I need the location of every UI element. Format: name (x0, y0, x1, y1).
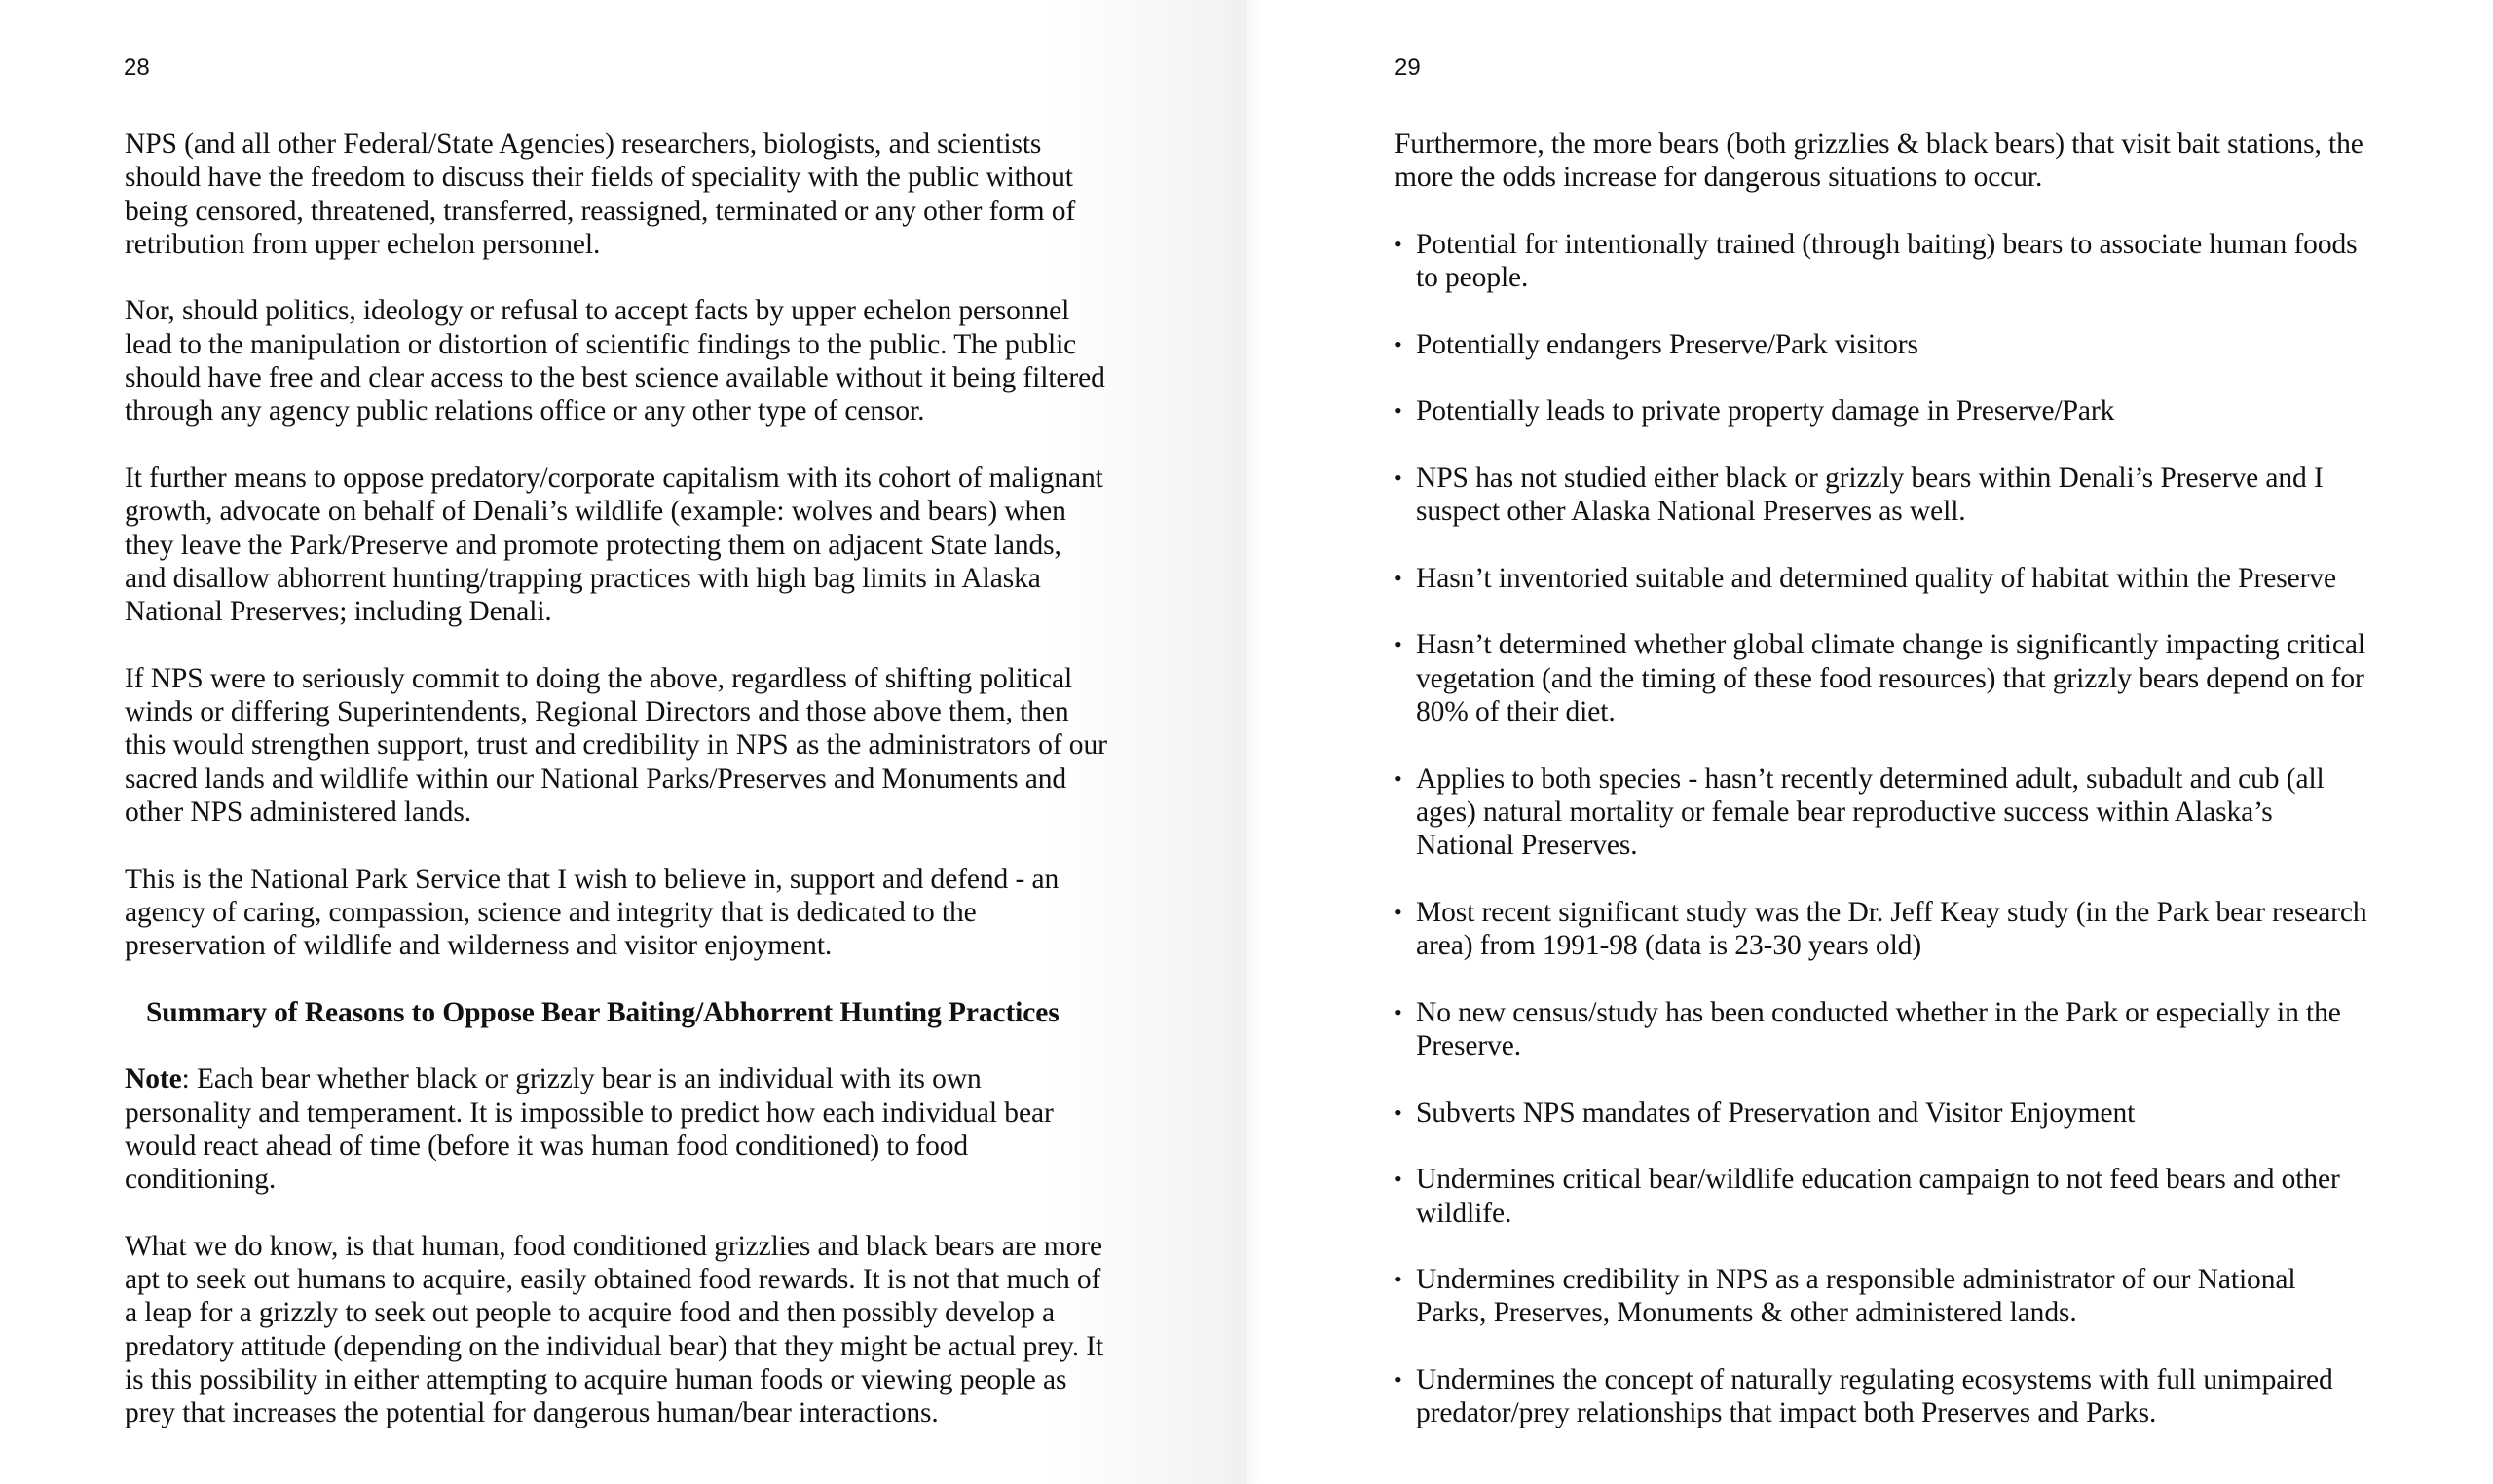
list-item: • Subverts NPS mandates of Preservation and Visitor Enjoyment (1395, 1096, 2136, 1129)
list-item: • Undermines credibility in NPS as a responsible administrator of our National Parks, Preserves, Monuments & other administered lands. (1395, 1264, 2296, 1329)
paragraph: This is the National Park Service that I wish to believe in, support and defend - an agency of caring, compassion, science and integrity that is dedicated to the preservation of wildlife and wilderness and visitor enjoyment. (125, 863, 1060, 962)
bullet-icon: • (1395, 331, 1402, 356)
intro-paragraph: Furthermore, the more bears (both grizzlies & black bears) that visit bait stations, the more the odds increase for dangerous situations to occur. (1395, 129, 2363, 194)
paragraph: It further means to oppose predatory/corporate capitalism with its cohort of malignant growth, advocate on behalf of Denali’s wildlife (example: wolves and bears) when they leave the Park/Preserve and promote protecting them on adjacent State lands, and disallow abhorrent hunting/trapping practices with high bag limits in Alaska National Preserves; including Denali. (125, 462, 1103, 628)
paragraph: What we do know, is that human, food conditioned grizzlies and black bears are more apt to seek out humans to acquire, easily obtained food rewards. It is not that much of a leap for a grizzly to seek out people to acquire food and then possibly develop a predatory attitude (depending on the individual bear) that they might be actual prey. It is this possibility in either attempting to acquire human foods or viewing people as prey that increases the potential for dangerous human/bear interactions. (125, 1230, 1104, 1429)
list-item: • Most recent significant study was the Dr. Jeff Keay study (in the Park bear research area) from 1991-98 (data is 23-30 years old) (1395, 896, 2367, 962)
bullet-icon: • (1395, 464, 1402, 490)
note-paragraph (125, 1062, 1108, 1196)
page-28 (0, 0, 1246, 1484)
page-content (125, 128, 1108, 1464)
page-number: 29 (1395, 55, 1421, 81)
bullet-icon: • (1395, 899, 1402, 924)
note-text: : Each bear whether black or grizzly bear is an individual with its own personality and temperament. It is impossible to predict how each individual bear would react ahead of time (before it was human food conditioned) to food conditioning. (125, 1063, 1054, 1196)
paragraph: NPS (and all other Federal/State Agencies) researchers, biologists, and scientists should have the freedom to discuss their fields of speciality with the public without being censored, threatened, transferred, reassigned, terminated or any other form of retribution from upper echelon personnel. (125, 129, 1076, 260)
list-item: • Potential for intentionally trained (through baiting) bears to associate human foods to people. (1395, 228, 2358, 294)
note-label: Note (125, 1063, 182, 1095)
list-item: • Undermines the concept of naturally regulating ecosystems with full unimpaired predator/prey relationships that impact both Preserves and Parks. (1395, 1363, 2333, 1429)
bullet-icon: • (1395, 1167, 1402, 1192)
bullet-icon: • (1395, 398, 1402, 424)
list-item: • Hasn’t determined whether global climate change is significantly impacting critical vegetation (and the timing of these food resources) that grizzly bears depend on for 80% of their diet. (1395, 629, 2365, 728)
bullet-icon: • (1395, 999, 1402, 1024)
bullet-list (1395, 228, 2368, 1430)
list-item: • NPS has not studied either black or grizzly bears within Denali’s Preserve and I suspect other Alaska National Preserves as well. (1395, 462, 2324, 528)
paragraph: If NPS were to seriously commit to doing the above, regardless of shifting political winds or differing Superintendents, Regional Directors and those above them, then this would strengthen support, trust and credibility in NPS as the administrators of our sacred lands and wildlife within our National Parks/Preserves and Monuments and other NPS administered lands. (125, 662, 1107, 828)
bullet-icon: • (1395, 231, 1402, 256)
list-item: • Applies to both species - hasn’t recently determined adult, subadult and cub (all ages) natural mortality or female bear reproductive success within Alaska’s National Preserves. (1395, 762, 2325, 862)
paragraph: Nor, should politics, ideology or refusal to accept facts by upper echelon personnel lead to the manipulation or distortion of scientific findings to the public. The public should have free and clear access to the best science available without it being filtered through any agency public relations office or any other type of censor. (125, 295, 1105, 427)
bullet-icon: • (1395, 1366, 1402, 1391)
page-number: 28 (124, 55, 150, 81)
bullet-icon: • (1395, 1099, 1402, 1125)
list-item: • Potentially endangers Preserve/Park visitors (1395, 328, 1918, 360)
list-item: • Hasn’t inventoried suitable and determined quality of habitat within the Preserve (1395, 562, 2336, 594)
section-heading: Summary of Reasons to Oppose Bear Baiting/Abhorrent Hunting Practices (146, 996, 1060, 1028)
list-item: • No new census/study has been conducted whether in the Park or especially in the Preserve. (1395, 996, 2341, 1062)
bullet-icon: • (1395, 1267, 1402, 1292)
page-content (1395, 128, 2368, 1464)
page-29 (1246, 0, 2493, 1484)
bullet-icon: • (1395, 765, 1402, 791)
bullet-icon: • (1395, 632, 1402, 657)
list-item: • Undermines critical bear/wildlife education campaign to not feed bears and other wildlife. (1395, 1164, 2340, 1229)
bullet-icon: • (1395, 565, 1402, 590)
list-item: • Potentially leads to private property damage in Preserve/Park (1395, 395, 2115, 427)
